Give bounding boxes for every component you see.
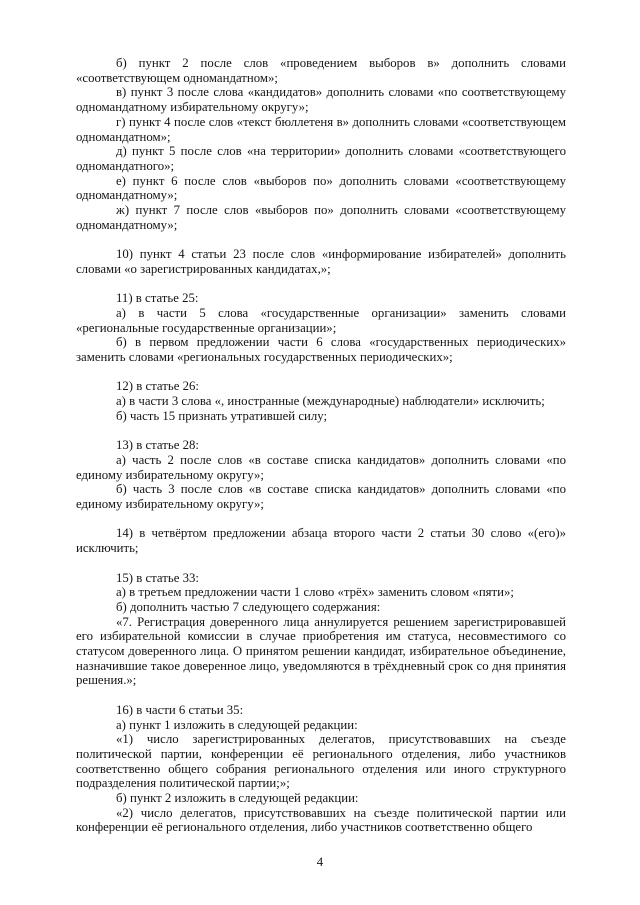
paragraph: а) в третьем предложении части 1 слово «трёх» заменить словом «пяти»; [116, 585, 514, 600]
paragraph: 15) в статье 33: [116, 570, 199, 585]
paragraph: б) дополнить частью 7 следующего содержания: [116, 599, 381, 614]
paragraph: а) часть 2 после слов «в составе списка кандидатов» дополнить словами «по единому избирательному округу»; [76, 452, 566, 482]
paragraph: б) часть 15 признать утратившей силу; [116, 408, 328, 423]
paragraph: а) в части 5 слова «государственные организации» заменить словами «региональные государственные организации»; [76, 305, 566, 335]
paragraph-gap [76, 512, 566, 527]
paragraph-gap [76, 232, 566, 247]
paragraph: 13) в статье 28: [116, 438, 199, 453]
paragraph: б) пункт 2 после слов «проведением выборов в» дополнить словами «соответствующем одномандатном»; [76, 56, 566, 85]
paragraph: б) часть 3 после слов «в составе списка кандидатов» дополнить словами «по единому избирательному округу»; [76, 482, 566, 512]
paragraph: 12) в статье 26: [116, 379, 199, 394]
paragraph-gap [76, 365, 566, 380]
paragraph: ж) пункт 7 после слов «выборов по» дополнить словами «соответствующему одномандатному»; [76, 203, 566, 232]
document-body [76, 56, 566, 835]
paragraph: г) пункт 4 после слов «текст бюллетеня в» дополнить словами «соответствующем одномандатном»; [76, 114, 566, 144]
paragraph: е) пункт 6 после слов «выборов по» дополнить словами «соответствующему одномандатному»; [76, 173, 566, 203]
paragraph-gap [76, 424, 566, 439]
paragraph: б) в первом предложении части 6 слова «государственных периодических» заменить словами «региональных государственных периодических»; [76, 335, 566, 365]
paragraph-gap [76, 556, 566, 571]
paragraph-gap [76, 688, 566, 703]
page-number: 4 [316, 855, 324, 869]
paragraph: а) в части 3 слова «, иностранные (международные) наблюдатели» исключить; [116, 394, 545, 409]
paragraph: в) пункт 3 после слова «кандидатов» дополнить словами «по соответствующему одномандатному избирательному округу»; [76, 85, 566, 115]
paragraph: д) пункт 5 после слов «на территории» дополнить словами «соответствующего одномандатного»; [76, 144, 566, 173]
paragraph-gap [76, 277, 566, 292]
paragraph: «7. Регистрация доверенного лица аннулируется решением зарегистрировавшей его избирательной комиссии в случае приобретения им статуса, несовместимого со статусом доверенного лица. О принятом решении кандидат, избирательное объединение, назначившие такое доверенное лицо, уведомляются в трёхдневный срок со дня принятия решения.»; [76, 614, 566, 688]
paragraph: 10) пункт 4 статьи 23 после слов «информирование избирателей» дополнить словами «о зарегистрированных кандидатах,»; [76, 247, 566, 276]
paragraph: а) пункт 1 изложить в следующей редакции: [116, 717, 358, 732]
paragraph: «2) число делегатов, присутствовавших на съезде политической партии или конференции её регионального отделения, либо участников соответственно общего [76, 805, 566, 835]
paragraph: 11) в статье 25: [116, 291, 199, 306]
paragraph: 16) в части 6 статьи 35: [116, 702, 244, 717]
paragraph: «1) число зарегистрированных делегатов, присутствовавших на съезде политической партии, конференции её регионального отделения, либо участников соответственно общего собрания регионального отделения или иного структурного подразделения политической партии;»; [76, 732, 566, 791]
paragraph: 14) в четвёртом предложении абзаца второго части 2 статьи 30 слово «(его)» исключить; [76, 526, 566, 556]
paragraph: б) пункт 2 изложить в следующей редакции: [116, 791, 359, 806]
